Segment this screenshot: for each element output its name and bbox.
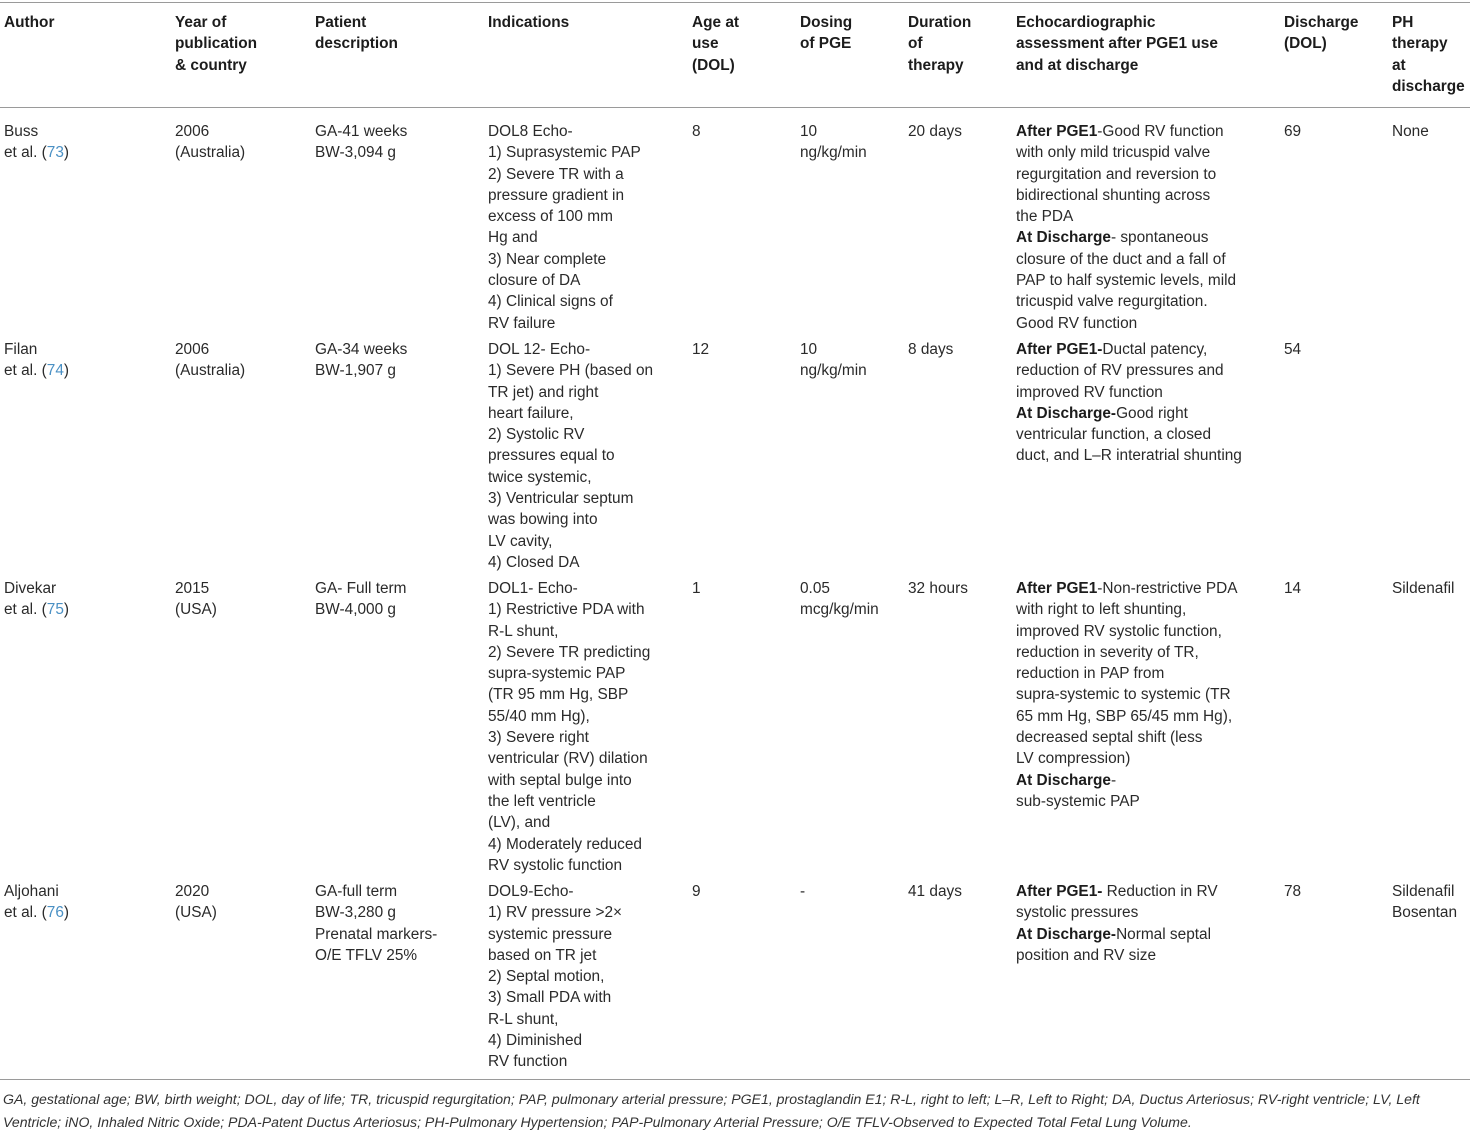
author-close: ) bbox=[63, 601, 70, 619]
table-top-rule bbox=[0, 2, 1470, 3]
age-cell: 8 bbox=[692, 123, 701, 140]
reference-link[interactable]: 75 bbox=[46, 601, 64, 619]
echo-discharge-label: At Discharge- bbox=[1016, 925, 1117, 943]
author-name: Filan bbox=[4, 341, 38, 358]
table-bottom-rule bbox=[0, 1079, 1470, 1080]
duration-cell: 41 days bbox=[908, 883, 962, 900]
echo-discharge-paragraph bbox=[1016, 924, 1218, 967]
echo-after-text: Ductal patency, reduction of RV pressures and improved RV function bbox=[1016, 341, 1224, 401]
table-footnote: GA, gestational age; BW, birth weight; DOL, day of life; TR, tricuspid regurgitation; PAP, pulmonary arterial pressure; PGE1, prostaglandin E1; R-L, right to left; L–R, Left to Right; DA, Ductus Arteriosus; RV-right ventricle; LV, Left Ventricle; iNO, Inhaled Nitric Oxide; PDA-Patent Ductus Arteriosus; PH-Pulmonary Hypertension; PAP-Pulmonary Arterial Pressure; O/E TFLV-Observed to Expected Total Fetal Lung Volume. bbox=[3, 1091, 1420, 1130]
dosing-cell: 10 ng/kg/min bbox=[800, 341, 867, 380]
author-name: Buss bbox=[4, 123, 39, 140]
year-country-cell: 2006 (Australia) bbox=[175, 123, 246, 162]
indications-cell: DOL9-Echo- 1) RV pressure >2× systemic pressure based on TR jet 2) Septal motion, 3) Small PDA with R-L shunt, 4) Diminished RV function bbox=[488, 883, 623, 1071]
discharge-cell: 69 bbox=[1284, 123, 1302, 140]
echo-discharge-text: Normal septal position and RV size bbox=[1016, 925, 1212, 964]
echo-after-label: After PGE1 bbox=[1016, 123, 1098, 140]
patient-cell: GA-41 weeks BW-3,094 g bbox=[315, 123, 408, 162]
reference-link[interactable]: 76 bbox=[46, 904, 64, 922]
author-close: ) bbox=[63, 144, 70, 162]
author-close: ) bbox=[63, 904, 70, 922]
discharge-cell: 54 bbox=[1284, 341, 1302, 358]
echo-after-paragraph bbox=[1016, 339, 1242, 403]
author-cell bbox=[4, 121, 69, 164]
echo-cell bbox=[1016, 578, 1238, 812]
header-discharge-dol: Discharge (DOL) bbox=[1284, 14, 1359, 53]
echo-discharge-text: Good right ventricular function, a closed duct, and L–R interatrial shunting bbox=[1016, 404, 1242, 465]
age-cell: 1 bbox=[692, 580, 701, 597]
discharge-cell: 78 bbox=[1284, 883, 1302, 900]
echo-cell bbox=[1016, 881, 1218, 966]
header-author: Author bbox=[4, 14, 55, 31]
echo-discharge-text: - sub-systemic PAP bbox=[1016, 771, 1140, 810]
echo-after-label: After PGE1- bbox=[1016, 883, 1103, 900]
indications-cell: DOL1- Echo- 1) Restrictive PDA with R-L shunt, 2) Severe TR predicting supra-systemic PAP (TR 95 mm Hg, SBP 55/40 mm Hg), 3) Severe right ventricular (RV) dilation with septal bulge into the left ventricle (LV), and 4) Moderately reduced RV systolic function bbox=[488, 580, 651, 874]
year-country-cell: 2015 (USA) bbox=[175, 580, 217, 619]
author-etal: et al. ( bbox=[4, 904, 47, 922]
dosing-cell: 0.05 mcg/kg/min bbox=[800, 580, 879, 619]
table-header-rule bbox=[0, 107, 1470, 108]
author-etal: et al. ( bbox=[4, 601, 47, 619]
echo-discharge-label: At Discharge bbox=[1016, 771, 1111, 789]
patient-cell: GA-full term BW-3,280 g Prenatal markers- O/E TFLV 25% bbox=[315, 883, 438, 964]
author-close: ) bbox=[63, 362, 70, 380]
author-cell bbox=[4, 578, 69, 621]
duration-cell: 32 hours bbox=[908, 580, 968, 597]
ph-therapy-cell: Sildenafil bbox=[1392, 580, 1455, 597]
reference-link[interactable]: 73 bbox=[46, 144, 64, 162]
ph-therapy-cell: Sildenafil Bosentan bbox=[1392, 883, 1458, 922]
header-echo-assessment: Echocardiographic assessment after PGE1 use and at discharge bbox=[1016, 14, 1218, 74]
year-country-cell: 2020 (USA) bbox=[175, 883, 217, 922]
echo-discharge-paragraph bbox=[1016, 227, 1236, 333]
indications-cell: DOL8 Echo- 1) Suprasystemic PAP 2) Severe TR with a pressure gradient in excess of 100 mm Hg and 3) Near complete closure of DA 4) Clinical signs of RV failure bbox=[488, 123, 641, 332]
header-patient-description: Patient description bbox=[315, 14, 398, 53]
header-duration: Duration of therapy bbox=[908, 14, 972, 74]
echo-after-label: After PGE1 bbox=[1016, 580, 1098, 597]
echo-cell bbox=[1016, 121, 1236, 334]
author-cell bbox=[4, 881, 69, 924]
echo-discharge-text: - spontaneous closure of the duct and a fall of PAP to half systemic levels, mild tricuspid valve regurgitation. Good RV function bbox=[1016, 229, 1237, 332]
echo-cell bbox=[1016, 339, 1242, 467]
author-etal: et al. ( bbox=[4, 144, 47, 162]
echo-after-text: -Good RV function with only mild tricuspid valve regurgitation and reversion to bidirectional shunting across the PDA bbox=[1016, 123, 1224, 226]
echo-after-text: Reduction in RV systolic pressures bbox=[1016, 883, 1218, 922]
discharge-cell: 14 bbox=[1284, 580, 1302, 597]
reference-link[interactable]: 74 bbox=[46, 362, 64, 380]
header-year-country: Year of publication & country bbox=[175, 14, 258, 74]
age-cell: 9 bbox=[692, 883, 701, 900]
echo-after-paragraph bbox=[1016, 121, 1236, 227]
header-indications: Indications bbox=[488, 14, 570, 31]
echo-discharge-label: At Discharge- bbox=[1016, 404, 1117, 422]
duration-cell: 8 days bbox=[908, 341, 954, 358]
dosing-cell: - bbox=[800, 883, 806, 900]
echo-after-label: After PGE1- bbox=[1016, 341, 1103, 358]
echo-after-paragraph bbox=[1016, 578, 1238, 770]
header-age-at-use: Age at use (DOL) bbox=[692, 14, 740, 74]
echo-discharge-paragraph bbox=[1016, 403, 1242, 467]
author-etal: et al. ( bbox=[4, 362, 47, 380]
author-name: Divekar bbox=[4, 580, 57, 597]
header-dosing: Dosing of PGE bbox=[800, 14, 853, 53]
patient-cell: GA-34 weeks BW-1,907 g bbox=[315, 341, 408, 380]
echo-after-text: -Non-restrictive PDA with right to left shunting, improved RV systolic function, reduction in severity of TR, reduction in PAP from supra-systemic to systemic (TR 65 mm Hg, SBP 65/45 mm Hg), decreased septal shift (less LV compression) bbox=[1016, 580, 1238, 768]
patient-cell: GA- Full term BW-4,000 g bbox=[315, 580, 407, 619]
author-name: Aljohani bbox=[4, 883, 59, 900]
duration-cell: 20 days bbox=[908, 123, 962, 140]
header-ph-therapy: PH therapy at discharge bbox=[1392, 14, 1465, 95]
ph-therapy-cell: None bbox=[1392, 123, 1429, 140]
age-cell: 12 bbox=[692, 341, 710, 358]
echo-after-paragraph bbox=[1016, 881, 1218, 924]
dosing-cell: 10 ng/kg/min bbox=[800, 123, 867, 162]
author-cell bbox=[4, 339, 69, 382]
echo-discharge-paragraph bbox=[1016, 770, 1238, 813]
year-country-cell: 2006 (Australia) bbox=[175, 341, 246, 380]
indications-cell: DOL 12- Echo- 1) Severe PH (based on TR jet) and right heart failure, 2) Systolic RV pressures equal to twice systemic, 3) Ventricular septum was bowing into LV cavity, 4) Closed DA bbox=[488, 341, 654, 571]
echo-discharge-label: At Discharge bbox=[1016, 229, 1111, 247]
